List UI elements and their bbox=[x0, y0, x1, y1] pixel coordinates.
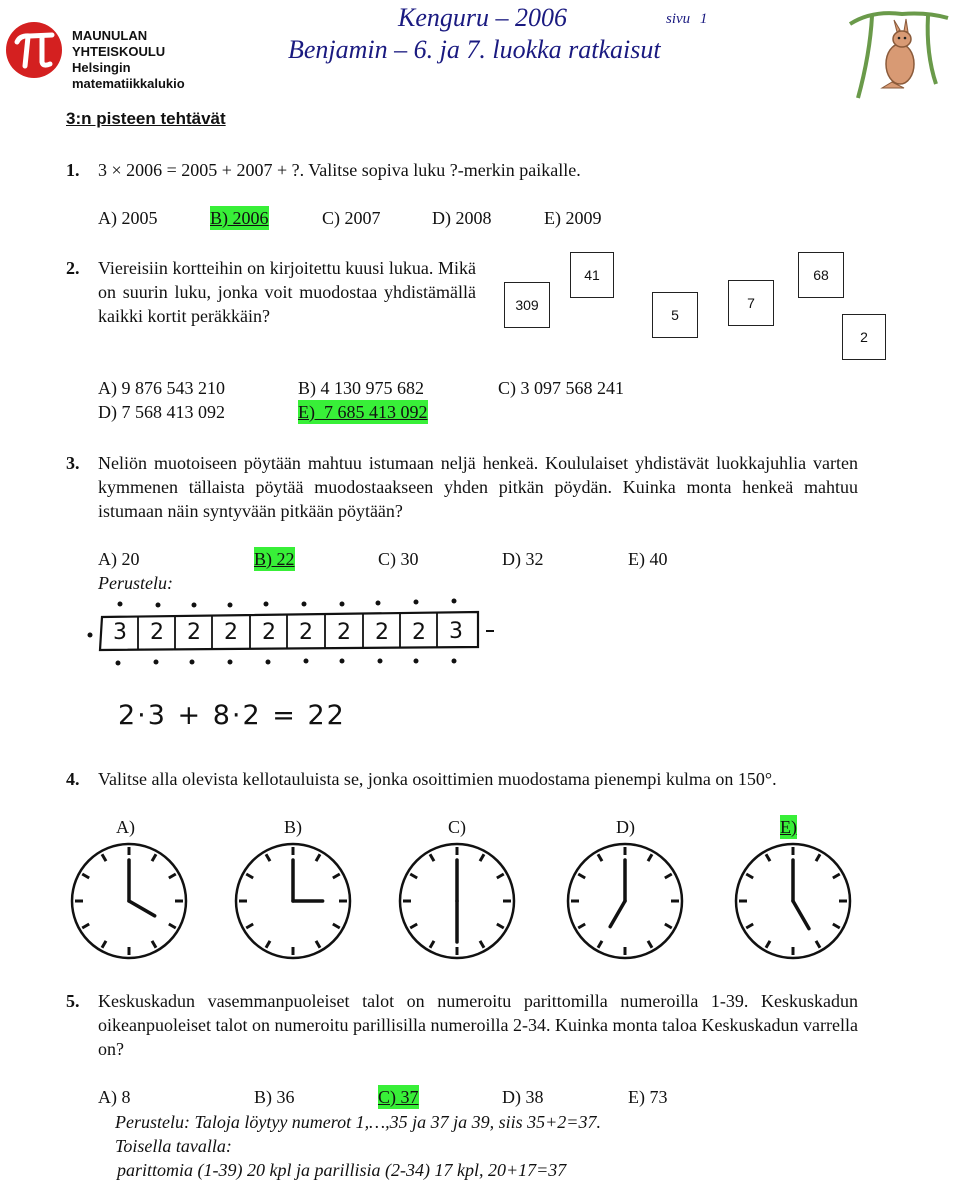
logo-line-2: YHTEISKOULU bbox=[72, 44, 166, 59]
q4-option-d: D) bbox=[616, 817, 635, 837]
q2-option-e: E) 7 685 413 092 bbox=[298, 402, 428, 422]
q2-text: Viereisiin kortteihin on kirjoitettu kuusi lukua. Mikä on suurin luku, jonka voit muodostaa yhdistämällä kaikki kortit peräkkäin? bbox=[98, 258, 476, 326]
q4-number: 4. bbox=[66, 769, 80, 789]
clock-e bbox=[732, 840, 854, 962]
kangaroo-pi-logo-icon bbox=[842, 4, 954, 102]
q3-equation: 2·3 + 8·2 = 22 bbox=[118, 700, 346, 731]
q1-text: 3 × 2006 = 2005 + 2007 + ?. Valitse sopiva luku ?-merkin paikalle. bbox=[98, 160, 581, 180]
page-number: 1 bbox=[699, 11, 708, 27]
table-cell-9: 2 bbox=[412, 620, 426, 645]
q1-option-a: A) 2005 bbox=[98, 208, 158, 228]
card-41: 41 bbox=[570, 252, 614, 298]
q2-option-a: A) 9 876 543 210 bbox=[98, 378, 225, 398]
table-cell-4: 2 bbox=[224, 620, 238, 645]
q4-option-c: C) bbox=[448, 817, 466, 837]
q5-option-e: E) 73 bbox=[628, 1087, 668, 1107]
clock-a bbox=[68, 840, 190, 962]
q5-option-b: B) 36 bbox=[254, 1087, 295, 1107]
q2-option-c: C) 3 097 568 241 bbox=[498, 378, 624, 398]
q2-option-d: D) 7 568 413 092 bbox=[98, 402, 225, 422]
q4-text: Valitse alla olevista kellotauluista se, jonka osoittimien muodostama pienempi kulma on 150°. bbox=[98, 769, 777, 789]
header-title-line1: Kenguru – 2006 bbox=[398, 3, 567, 32]
card-2: 2 bbox=[842, 314, 886, 360]
table-cell-5: 2 bbox=[262, 620, 276, 645]
q5-option-d: D) 38 bbox=[502, 1087, 544, 1107]
clock-c bbox=[396, 840, 518, 962]
card-68: 68 bbox=[798, 252, 844, 298]
q5-option-c: C) 37 bbox=[378, 1087, 419, 1107]
q5-toisella-text: parittomia (1-39) 20 kpl ja parillisia (2-34) 17 kpl, 20+17=37 bbox=[117, 1160, 567, 1180]
q5-number: 5. bbox=[66, 991, 80, 1011]
long-table-drawing bbox=[80, 595, 500, 675]
q3-text: Neliön muotoiseen pöytään mahtuu istumaan neljä henkeä. Koululaiset yhdistävät luokkajuhlia varten kymmenen tällaista pöytää muodostaakseen yhden pitkän pöydän. Kuinka monta henkeä mahtuu istumaan näin syntyvään pitkään pöytään? bbox=[98, 453, 858, 521]
q4-option-a: A) bbox=[116, 817, 135, 837]
clock-d bbox=[564, 840, 686, 962]
q5-option-a: A) 8 bbox=[98, 1087, 131, 1107]
q3-option-b: B) 22 bbox=[254, 549, 295, 569]
q1-option-e: E) 2009 bbox=[544, 208, 602, 228]
q3-option-a: A) 20 bbox=[98, 549, 140, 569]
logo-line-1: MAUNULAN bbox=[72, 28, 148, 43]
section-title: 3:n pisteen tehtävät bbox=[66, 109, 226, 128]
page-label bbox=[666, 11, 707, 28]
q3-option-d: D) 32 bbox=[502, 549, 544, 569]
logo-line-4: matematiikkalukio bbox=[72, 76, 185, 91]
logo-line-3: Helsingin bbox=[72, 60, 131, 75]
q3-option-c: C) 30 bbox=[378, 549, 419, 569]
q2-number: 2. bbox=[66, 258, 80, 278]
table-cell-7: 2 bbox=[337, 620, 351, 645]
q3-perustelu-label: Perustelu: bbox=[98, 573, 173, 593]
q5-text: Keskuskadun vasemmanpuoleiset talot on numeroitu parittomilla numeroilla 1-39. Keskuskadun oikeanpuoleiset talot on numeroitu parillisilla numeroilla 2-34. Kuinka monta taloa Keskuskadun varrella on? bbox=[98, 991, 858, 1059]
q3-option-e: E) 40 bbox=[628, 549, 668, 569]
card-7: 7 bbox=[728, 280, 774, 326]
q4-option-e: E) bbox=[780, 817, 797, 837]
table-cell-3: 2 bbox=[187, 620, 201, 645]
q1-option-b: B) 2006 bbox=[210, 208, 269, 228]
clock-b bbox=[232, 840, 354, 962]
q2-option-b: B) 4 130 975 682 bbox=[298, 378, 424, 398]
table-cell-6: 2 bbox=[299, 620, 313, 645]
q5-perustelu: Perustelu: Taloja löytyy numerot 1,…,35 ja 37 ja 39, siis 35+2=37. bbox=[115, 1112, 601, 1132]
card-5: 5 bbox=[652, 292, 698, 338]
table-cell-10: 3 bbox=[449, 619, 463, 644]
table-cell-2: 2 bbox=[150, 620, 164, 645]
table-cell-1: 3 bbox=[113, 620, 127, 645]
table-cell-8: 2 bbox=[375, 620, 389, 645]
page-label-text: sivu bbox=[666, 11, 691, 27]
q3-number: 3. bbox=[66, 453, 80, 473]
q4-option-b: B) bbox=[284, 817, 302, 837]
card-309: 309 bbox=[504, 282, 550, 328]
q1-option-c: C) 2007 bbox=[322, 208, 381, 228]
q1-option-d: D) 2008 bbox=[432, 208, 492, 228]
q5-toisella-label: Toisella tavalla: bbox=[115, 1136, 232, 1156]
pi-logo-icon bbox=[4, 20, 64, 80]
q1-number: 1. bbox=[66, 160, 80, 180]
header-title-line2: Benjamin – 6. ja 7. luokka ratkaisut bbox=[288, 35, 661, 64]
school-logo bbox=[4, 20, 224, 92]
